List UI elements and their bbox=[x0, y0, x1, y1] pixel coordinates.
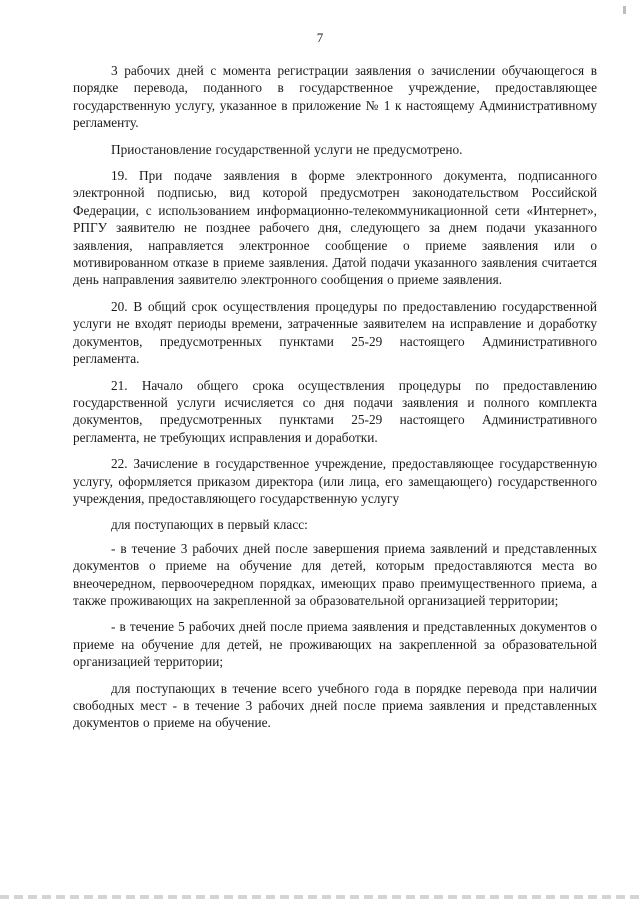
paragraph-22-enrollment-order: 22. Зачисление в государственное учреждение, предоставляющее государственную услугу, оформляется приказом директора (или лица, его замещающего) государственного учреждения, предоставляющего государственную услугу bbox=[73, 456, 597, 506]
document-body bbox=[73, 62, 597, 741]
list-item-5-days: - в течение 5 рабочих дней после приема заявления и представленных документов о приеме на обучение для детей, не проживающих на закрепленной за образовательной организацией территории; bbox=[73, 619, 597, 670]
paragraph-transfer-during-year: для поступающих в течение всего учебного года в порядке перевода при наличии свободных мест - в течение 3 рабочих дней после приема заявления и представленных документов о приеме на обучение. bbox=[73, 680, 597, 731]
paragraph-first-grade-heading: для поступающих в первый класс: bbox=[111, 517, 308, 533]
list-item-3-days: - в течение 3 рабочих дней после завершения приема заявлений и представленных документов о приеме на обучение для детей, которым предоставляются места во внеочередном, первоочередном порядках, имеющих право преимущественного приема, а также проживающих на закрепленной за образовательной организацией территории; bbox=[73, 540, 597, 608]
paragraph-19-electronic-submission: 19. При подаче заявления в форме электронного документа, подписанного электронной подписью, вид которой предусмотрен законодательством Российской Федерации, с использованием информационно-телекоммуникационной сети «Интернет», РПГУ заявителю не позднее рабочего дня, следующего за днем подачи указанного заявления, направляется электронное сообщение о приеме заявления или о мотивированном отказе в приеме заявления. Датой подачи указанного заявления считается день направления заявителю электронного сообщения о приеме заявления. bbox=[73, 168, 597, 288]
page-number: 7 bbox=[316, 30, 324, 45]
paragraph-registration-period: 3 рабочих дней с момента регистрации заявления о зачислении обучающегося в порядке перевода, поданного в государственное учреждение, предоставляющее государственную услугу, указанное в приложение № 1 к настоящему Административному регламенту. bbox=[73, 63, 597, 131]
scan-footer-strip bbox=[0, 895, 640, 899]
scan-corner-mark bbox=[623, 6, 626, 14]
paragraph-suspension: Приостановление государственной услуги не предусмотрено. bbox=[111, 141, 463, 157]
paragraph-21-period-start: 21. Начало общего срока осуществления процедуры по предоставлению государственной услуги исчисляется со дня подачи заявления и полного комплекта документов, предусмотренных пунктами 25-29 настоящего Административного регламента, не требующих исправления и доработки. bbox=[73, 377, 597, 445]
paragraph-20-total-period: 20. В общий срок осуществления процедуры по предоставлению государственной услуги не входят периоды времени, затраченные заявителем на исправление и доработку документов, предусмотренных пунктами 25-29 настоящего Административного регламента. bbox=[73, 298, 597, 367]
